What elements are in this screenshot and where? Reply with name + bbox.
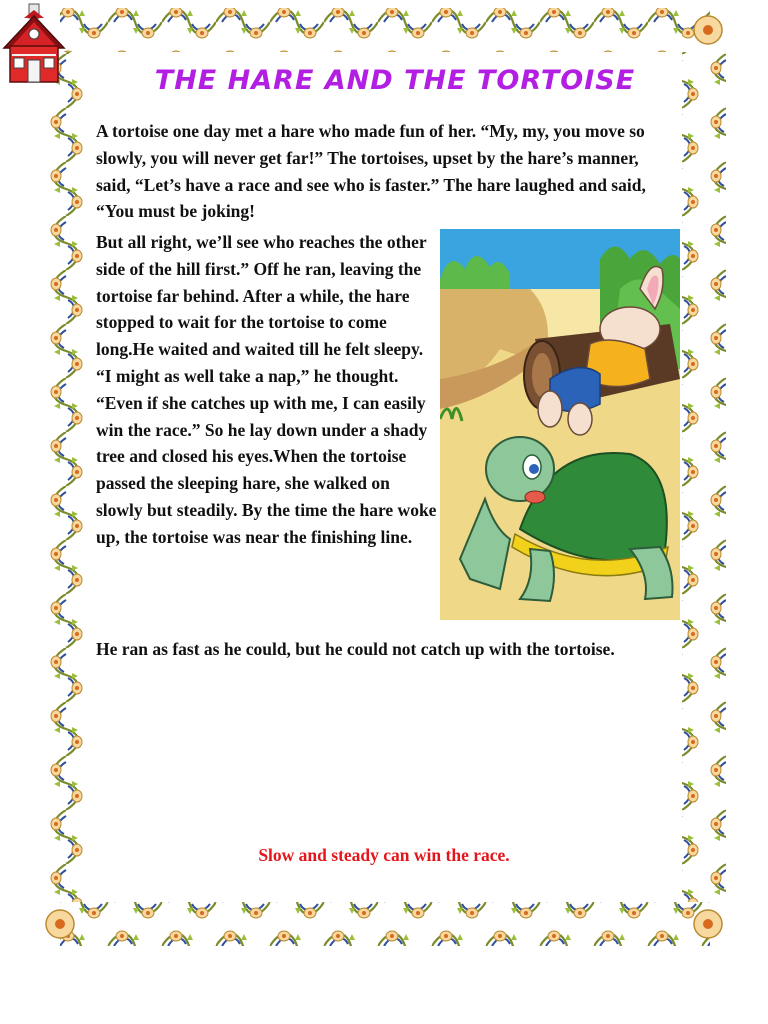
paragraph-top: A tortoise one day met a hare who made fun of her. “My, my, you move so slowly, you will never get far!” The tortoises, upset by the hare’s manner, said, “Let’s have a race and see who is faster.” The hare laughed and said, “You must be joking! bbox=[96, 121, 646, 222]
paragraph-bottom: He ran as fast as he could, but he could not catch up with the tortoise. bbox=[96, 639, 615, 659]
paragraph-beside-image: But all right, we’ll see who reaches the other side of the hill first.” Off he ran, leaving the tortoise far behind. After a while, the hare stopped to wait for the tortoise to come long.He waited and waited till he felt sleepy. “I might as well take a nap,” he thought. “Even if she catches up with me, I can easily win the race.” So he lay down under a shady tree and closed his eyes.When the tortoise passed the sleeping hare, she walked on slowly but steadily. By the time the hare woke up, the tortoise was near the finishing line. bbox=[96, 232, 437, 547]
hare-and-tortoise-illustration bbox=[440, 229, 680, 620]
story-title: THE HARE AND THE TORTOISE bbox=[154, 65, 636, 96]
story-moral: Slow and steady can win the race. bbox=[258, 845, 510, 865]
school-house-icon[interactable] bbox=[2, 2, 66, 86]
